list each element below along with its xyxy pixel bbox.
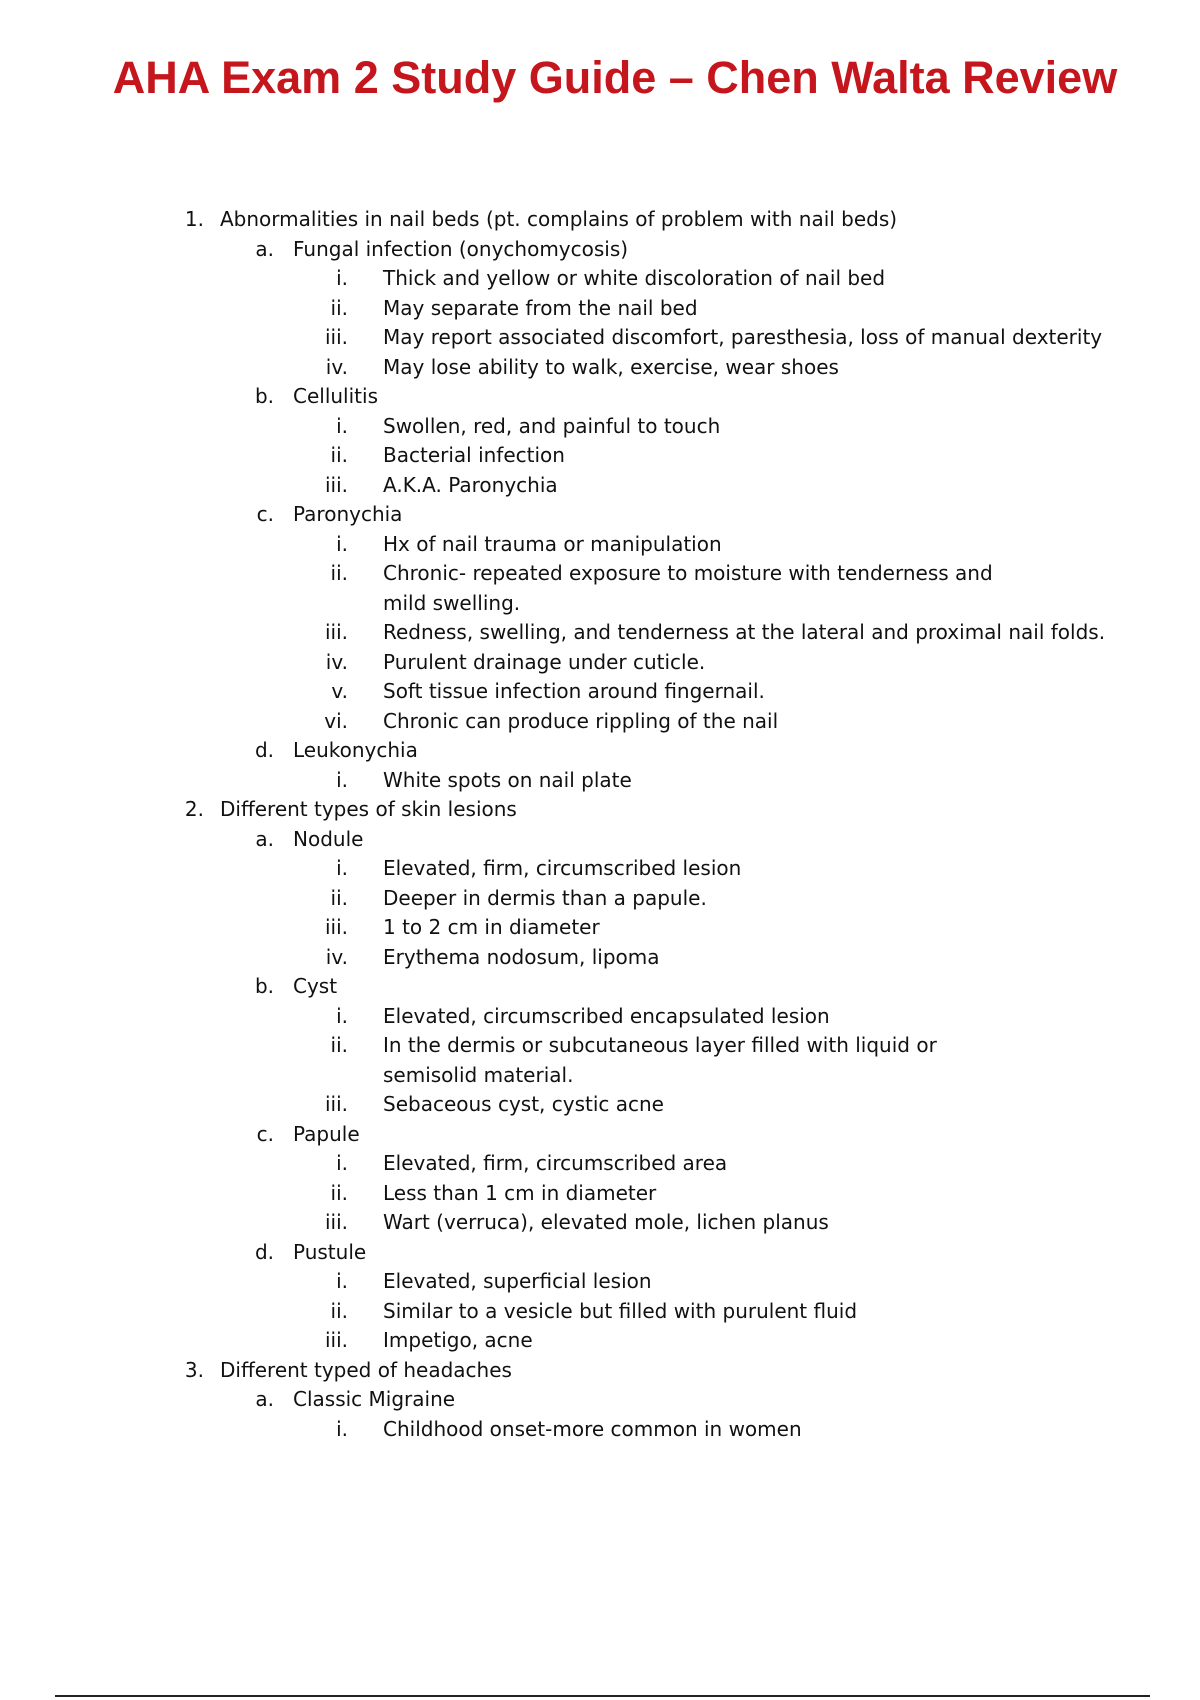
list-item-text: Classic Migraine (293, 1387, 456, 1411)
outline-item-level-3 (0, 1090, 1200, 1120)
outline-item-level-2 (0, 235, 1200, 265)
outline-item-level-3 (0, 1002, 1200, 1032)
list-marker: i. (336, 531, 348, 556)
list-item-text: Chronic can produce rippling of the nail (383, 708, 779, 733)
list-marker: ii. (330, 295, 348, 320)
list-marker: i. (336, 1269, 348, 1293)
list-item-text: Paronychia (293, 502, 403, 526)
list-item-text: Childhood onset-more common in women (383, 1416, 802, 1441)
list-marker: 2. (184, 797, 204, 821)
outline-item-level-1 (0, 205, 1200, 235)
outline-item-level-3 (0, 1208, 1200, 1238)
outline-item-level-2 (0, 1238, 1200, 1268)
list-item-text: Fungal infection (onychomycosis) (293, 236, 629, 261)
outline-item-level-2 (0, 825, 1200, 855)
list-marker: a. (255, 236, 274, 261)
list-item-text: Abnormalities in nail beds (pt. complains of problem with nail beds) (220, 207, 898, 231)
list-marker: iii. (324, 472, 348, 497)
outline-item-level-3 (0, 264, 1200, 294)
outline-item-level-3 (0, 884, 1200, 914)
list-marker: v. (331, 679, 348, 703)
list-item-text: Bacterial infection (383, 443, 565, 467)
list-marker: iii. (324, 1328, 348, 1352)
list-marker: iv. (325, 944, 348, 969)
list-marker: iv. (325, 354, 348, 379)
outline-item-level-3 (0, 648, 1200, 678)
list-item-text: Similar to a vesicle but filled with purulent fluid (383, 1298, 858, 1323)
list-item-text: Elevated, superficial lesion (383, 1269, 652, 1293)
list-item-text: Thick and yellow or white discoloration of nail bed (383, 266, 886, 290)
list-item-text: Swollen, red, and painful to touch (383, 413, 721, 438)
outline-item-level-3 (0, 353, 1200, 383)
list-marker: i. (336, 266, 348, 290)
list-marker: i. (336, 767, 348, 792)
list-marker: ii. (330, 1180, 348, 1205)
list-marker: c. (256, 502, 274, 526)
outline-item-level-3 (0, 677, 1200, 707)
list-item-text: Less than 1 cm in diameter (383, 1180, 657, 1205)
list-item-text: Pustule (293, 1239, 367, 1264)
outline-item-level-1 (0, 1356, 1200, 1386)
outline-item-level-3 (0, 559, 1200, 618)
list-item-text: 1 to 2 cm in diameter (383, 915, 600, 939)
list-marker: i. (336, 856, 348, 880)
outline-item-level-3 (0, 854, 1200, 884)
list-marker: i. (336, 1416, 348, 1441)
list-marker: i. (336, 413, 348, 438)
outline-item-level-3 (0, 1149, 1200, 1179)
outline-item-level-1 (0, 795, 1200, 825)
list-marker: vi. (324, 708, 348, 733)
outline-item-level-3 (0, 412, 1200, 442)
outline-item-level-3 (0, 294, 1200, 324)
list-item-text: Elevated, firm, circumscribed lesion (383, 856, 742, 880)
outline-item-level-2 (0, 1120, 1200, 1150)
list-marker: d. (254, 738, 274, 762)
list-marker: b. (254, 974, 274, 998)
study-guide-outline (0, 205, 1200, 1444)
list-item-text: Papule (293, 1121, 360, 1146)
list-marker: iii. (324, 1092, 348, 1116)
list-marker: d. (254, 1239, 274, 1264)
outline-item-level-3 (0, 1326, 1200, 1356)
list-item-text: Different typed of headaches (220, 1357, 512, 1382)
list-item-text: Chronic- repeated exposure to moisture with tenderness and mild swelling. (383, 561, 993, 615)
outline-item-level-3 (0, 1415, 1200, 1445)
list-item-text: Sebaceous cyst, cystic acne (383, 1092, 664, 1116)
list-marker: 3. (184, 1357, 204, 1382)
list-item-text: Redness, swelling, and tenderness at the lateral and proximal nail folds. (383, 620, 1106, 644)
list-marker: c. (256, 1121, 274, 1146)
list-item-text: Cellulitis (293, 384, 378, 408)
outline-item-level-3 (0, 471, 1200, 501)
list-marker: ii. (330, 885, 348, 910)
outline-item-level-3 (0, 943, 1200, 973)
list-marker: iii. (324, 325, 348, 349)
outline-item-level-3 (0, 1179, 1200, 1209)
list-marker: a. (255, 826, 274, 851)
list-item-text: Wart (verruca), elevated mole, lichen planus (383, 1210, 829, 1234)
list-item-text: A.K.A. Paronychia (383, 472, 558, 497)
outline-item-level-3 (0, 441, 1200, 471)
list-marker: ii. (330, 1298, 348, 1323)
outline-item-level-3 (0, 323, 1200, 353)
list-item-text: Nodule (293, 826, 364, 851)
list-marker: iii. (324, 1210, 348, 1234)
list-item-text: May lose ability to walk, exercise, wear shoes (383, 354, 839, 379)
list-item-text: Deeper in dermis than a papule. (383, 885, 707, 910)
bottom-divider (55, 1695, 1150, 1697)
outline-item-level-2 (0, 1385, 1200, 1415)
list-marker: ii. (330, 561, 348, 585)
list-marker: i. (336, 1151, 348, 1175)
list-marker: a. (255, 1387, 274, 1411)
list-item-text: May separate from the nail bed (383, 295, 698, 320)
outline-item-level-3 (0, 913, 1200, 943)
outline-item-level-3 (0, 530, 1200, 560)
outline-item-level-2 (0, 972, 1200, 1002)
list-marker: ii. (330, 443, 348, 467)
list-item-text: Erythema nodosum, lipoma (383, 944, 660, 969)
list-marker: 1. (184, 207, 204, 231)
list-marker: iii. (324, 915, 348, 939)
outline-item-level-3 (0, 618, 1200, 648)
list-item-text: Elevated, circumscribed encapsulated lesion (383, 1003, 830, 1028)
outline-item-level-2 (0, 736, 1200, 766)
outline-item-level-3 (0, 1267, 1200, 1297)
page-title: AHA Exam 2 Study Guide – Chen Walta Review (112, 52, 1118, 103)
list-item-text: White spots on nail plate (383, 767, 632, 792)
list-item-text: In the dermis or subcutaneous layer filled with liquid or semisolid material. (383, 1033, 937, 1087)
outline-item-level-2 (0, 382, 1200, 412)
list-marker: iii. (324, 620, 348, 644)
list-marker: iv. (325, 649, 348, 674)
outline-item-level-3 (0, 1031, 1200, 1090)
outline-item-level-3 (0, 1297, 1200, 1327)
list-item-text: Hx of nail trauma or manipulation (383, 531, 722, 556)
list-marker: i. (336, 1003, 348, 1028)
outline-item-level-3 (0, 707, 1200, 737)
list-item-text: Elevated, firm, circumscribed area (383, 1151, 728, 1175)
list-marker: b. (254, 384, 274, 408)
list-item-text: Cyst (293, 974, 338, 998)
list-item-text: Soft tissue infection around fingernail. (383, 679, 765, 703)
list-item-text: Different types of skin lesions (220, 797, 517, 821)
list-item-text: Purulent drainage under cuticle. (383, 649, 706, 674)
outline-item-level-3 (0, 766, 1200, 796)
list-item-text: Impetigo, acne (383, 1328, 533, 1352)
list-item-text: May report associated discomfort, paresthesia, loss of manual dexterity (383, 325, 1103, 349)
list-marker: ii. (330, 1033, 348, 1057)
list-item-text: Leukonychia (293, 738, 418, 762)
outline-item-level-2 (0, 500, 1200, 530)
